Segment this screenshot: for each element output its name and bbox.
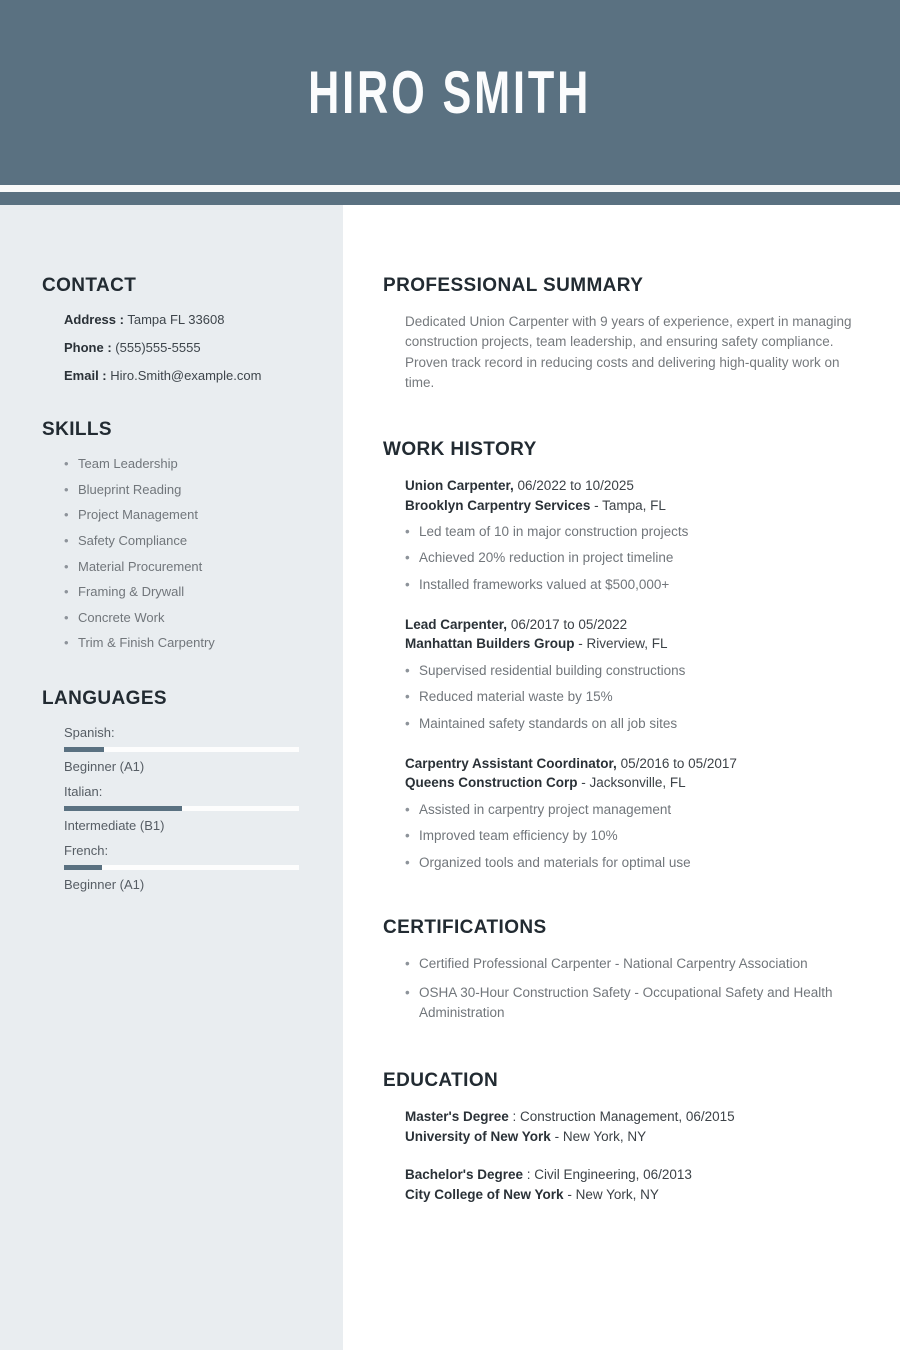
contact-email-value: Hiro.Smith@example.com: [110, 368, 262, 383]
language-item-spanish: [64, 725, 317, 774]
contact-heading: CONTACT: [42, 275, 137, 296]
skill-item: • Concrete Work: [64, 610, 317, 627]
job-title-line: [405, 754, 855, 774]
language-name: Italian:: [64, 784, 103, 799]
education-heading: EDUCATION: [383, 1069, 499, 1091]
language-progress-track: [64, 806, 299, 811]
education-detail: : Civil Engineering, 06/2013: [526, 1167, 692, 1183]
content-columns: [0, 205, 900, 1350]
summary-section: [383, 275, 855, 393]
skill-item: • Framing & Drywall: [64, 584, 317, 601]
education-location: New York, NY: [575, 1187, 659, 1203]
job-bullet-list: [405, 523, 855, 593]
job-bullet: • Achieved 20% reduction in project timeline: [405, 549, 855, 566]
job-dates: 06/2017 to 05/2022: [510, 616, 628, 632]
skills-section: [42, 419, 317, 652]
contact-item-email: [64, 368, 317, 383]
job-location: Riverview, FL: [586, 636, 668, 652]
education-degree-line: [405, 1165, 855, 1185]
education-degree: Master's Degree: [405, 1108, 509, 1124]
contact-phone-label: Phone :: [64, 340, 112, 355]
job-company: Manhattan Builders Group: [405, 636, 575, 652]
education-degree: Bachelor's Degree: [405, 1167, 524, 1183]
education-detail: : Construction Management, 06/2015: [512, 1108, 735, 1124]
language-name: Spanish:: [64, 725, 115, 740]
skills-list: [64, 456, 317, 652]
contact-section: [42, 275, 317, 383]
contact-email-label: Email :: [64, 368, 107, 383]
languages-section: [42, 688, 317, 892]
education-school-line: [405, 1127, 855, 1147]
job-company-line: [405, 496, 855, 516]
job-role: Union Carpenter,: [405, 478, 514, 493]
job-bullet: • Installed frameworks valued at $500,000+: [405, 576, 855, 593]
education-entry: [405, 1165, 855, 1206]
job-role: Lead Carpenter,: [405, 616, 508, 632]
job-title-line: [405, 476, 855, 496]
language-progress-track: [64, 747, 299, 752]
job-company-line: [405, 634, 855, 654]
education-entry: [405, 1107, 855, 1148]
job-bullet: • Organized tools and materials for optimal use: [405, 854, 855, 871]
main-content: [343, 205, 900, 1350]
job-bullet-list: [405, 662, 855, 732]
education-section: [383, 1070, 855, 1206]
contact-phone-value: (555)555-5555: [115, 340, 201, 355]
language-name: French:: [64, 843, 109, 858]
language-level: Intermediate (B1): [64, 818, 165, 833]
certification-item: • OSHA 30-Hour Construction Safety - Occupational Safety and Health Administration: [405, 983, 855, 1024]
education-school-line: [405, 1185, 855, 1205]
job-bullet: • Improved team efficiency by 10%: [405, 827, 855, 844]
job-bullet: • Led team of 10 in major construction projects: [405, 523, 855, 540]
education-school: City College of New York: [405, 1187, 564, 1203]
job-dates: 06/2022 to 10/2025: [517, 478, 634, 493]
skills-heading: SKILLS: [42, 419, 112, 440]
skill-item: • Blueprint Reading: [64, 482, 317, 499]
summary-text: Dedicated Union Carpenter with 9 years of experience, expert in managing construction projects, team leadership, and ensuring safety compliance. Proven track record in reducing costs and delivering high-quality work on time.: [405, 314, 852, 390]
language-progress-fill: [64, 806, 182, 811]
language-item-italian: [64, 784, 317, 833]
job-bullet: • Maintained safety standards on all job sites: [405, 715, 855, 732]
separator: -: [554, 1128, 560, 1144]
sidebar: [0, 205, 343, 1350]
job-company: Queens Construction Corp: [405, 775, 578, 791]
certification-item: • Certified Professional Carpenter - National Carpentry Association: [405, 954, 855, 974]
candidate-name: HIRO SMITH: [308, 59, 592, 126]
contact-address-label: Address :: [64, 312, 124, 327]
header-accent-bar: [0, 192, 900, 205]
language-progress-track: [64, 865, 299, 870]
separator: -: [594, 497, 599, 513]
job-company-line: [405, 773, 855, 793]
work-history-section: [383, 439, 855, 871]
job-dates: 05/2016 to 05/2017: [620, 755, 737, 771]
job-company: Brooklyn Carpentry Services: [405, 497, 591, 513]
language-progress-fill: [64, 865, 102, 870]
certifications-list: [405, 954, 855, 1024]
skill-item: • Team Leadership: [64, 456, 317, 473]
separator: -: [567, 1187, 572, 1203]
job-role: Carpentry Assistant Coordinator,: [405, 755, 617, 771]
header-divider: [0, 185, 900, 192]
language-progress-fill: [64, 747, 104, 752]
job-bullet: • Supervised residential building constructions: [405, 662, 855, 679]
separator: -: [581, 775, 586, 791]
language-level: Beginner (A1): [64, 759, 145, 774]
job-location: Tampa, FL: [602, 497, 666, 513]
certifications-heading: CERTIFICATIONS: [383, 916, 547, 938]
education-location: New York, NY: [562, 1128, 647, 1144]
resume-header: [0, 0, 900, 185]
contact-address-value: Tampa FL 33608: [127, 312, 225, 327]
education-school: University of New York: [405, 1128, 551, 1144]
job-entry: [405, 476, 855, 593]
job-location: Jacksonville, FL: [589, 775, 686, 791]
contact-item-address: [64, 312, 317, 327]
job-title-line: [405, 615, 855, 635]
language-level: Beginner (A1): [64, 877, 145, 892]
job-bullet: • Reduced material waste by 15%: [405, 688, 855, 705]
summary-heading: PROFESSIONAL SUMMARY: [383, 275, 644, 296]
skill-item: • Material Procurement: [64, 559, 317, 576]
separator: -: [578, 636, 583, 652]
skill-item: • Trim & Finish Carpentry: [64, 635, 317, 652]
job-entry: [405, 754, 855, 871]
skill-item: • Project Management: [64, 507, 317, 524]
languages-heading: LANGUAGES: [42, 688, 167, 709]
contact-item-phone: [64, 340, 317, 355]
work-history-heading: WORK HISTORY: [383, 439, 537, 460]
job-bullet: • Assisted in carpentry project management: [405, 801, 855, 818]
job-bullet-list: [405, 801, 855, 871]
certifications-section: [383, 917, 855, 1024]
language-item-french: [64, 843, 317, 892]
education-degree-line: [405, 1107, 855, 1127]
job-entry: [405, 615, 855, 732]
skill-item: • Safety Compliance: [64, 533, 317, 550]
